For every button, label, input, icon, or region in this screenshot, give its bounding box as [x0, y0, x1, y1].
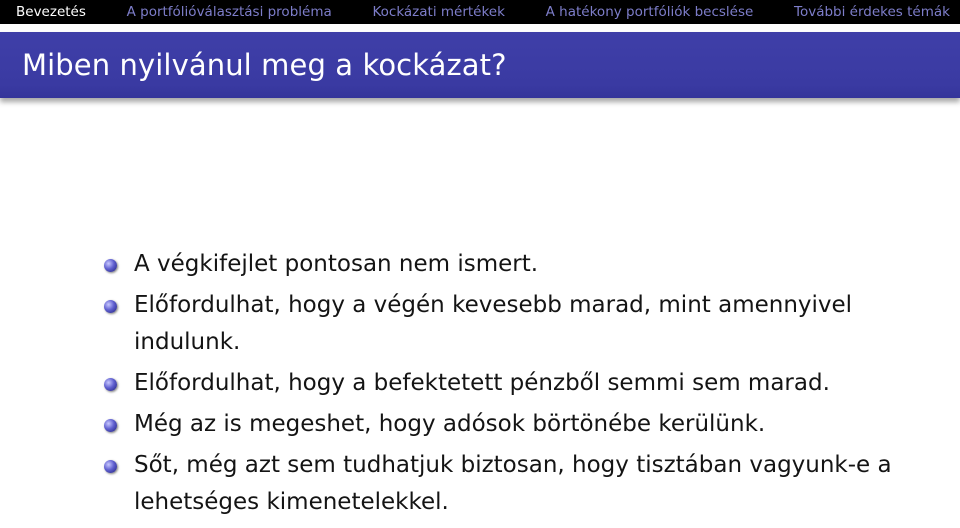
bullet-text: A végkifejlet pontosan nem ismert. — [134, 251, 539, 277]
ball-bullet-icon — [104, 378, 117, 391]
bullet-text: Előfordulhat, hogy a végén kevesebb marad, mint amennyivel indulunk. — [134, 292, 853, 355]
bullet-item — [104, 246, 924, 283]
bullet-item — [104, 287, 924, 361]
ball-bullet-icon — [104, 259, 117, 272]
nav-item-portfoliovalasztasi-problema[interactable]: A portfólióválasztási probléma — [126, 4, 332, 20]
ball-bullet-icon — [104, 460, 117, 473]
nav-item-bevezetes[interactable]: Bevezetés — [16, 4, 86, 20]
bullet-text: Sőt, még azt sem tudhatjuk biztosan, hogy tisztában vagyunk-e a lehetséges kimenetelekkel. — [134, 452, 892, 515]
frame-title-bar — [0, 32, 960, 98]
section-navigation-bar — [0, 0, 960, 24]
nav-item-kockazati-mertekek[interactable]: Kockázati mértékek — [372, 4, 505, 20]
bullet-text: Előfordulhat, hogy a befektetett pénzből semmi sem marad. — [134, 370, 830, 396]
bullet-item — [104, 447, 924, 521]
ball-bullet-icon — [104, 419, 117, 432]
bullet-item — [104, 365, 924, 402]
frame-title: Miben nyilvánul meg a kockázat? — [22, 48, 507, 82]
bullet-item — [104, 406, 924, 443]
bullet-text: Még az is megeshet, hogy adósok börtönébe kerülünk. — [134, 411, 766, 437]
ball-bullet-icon — [104, 300, 117, 313]
nav-item-tovabbi-erdekes-temak[interactable]: További érdekes témák — [794, 4, 950, 20]
nav-item-hatekony-portfoliok-becslese[interactable]: A hatékony portfóliók becslése — [545, 4, 754, 20]
bullet-list — [104, 246, 924, 525]
